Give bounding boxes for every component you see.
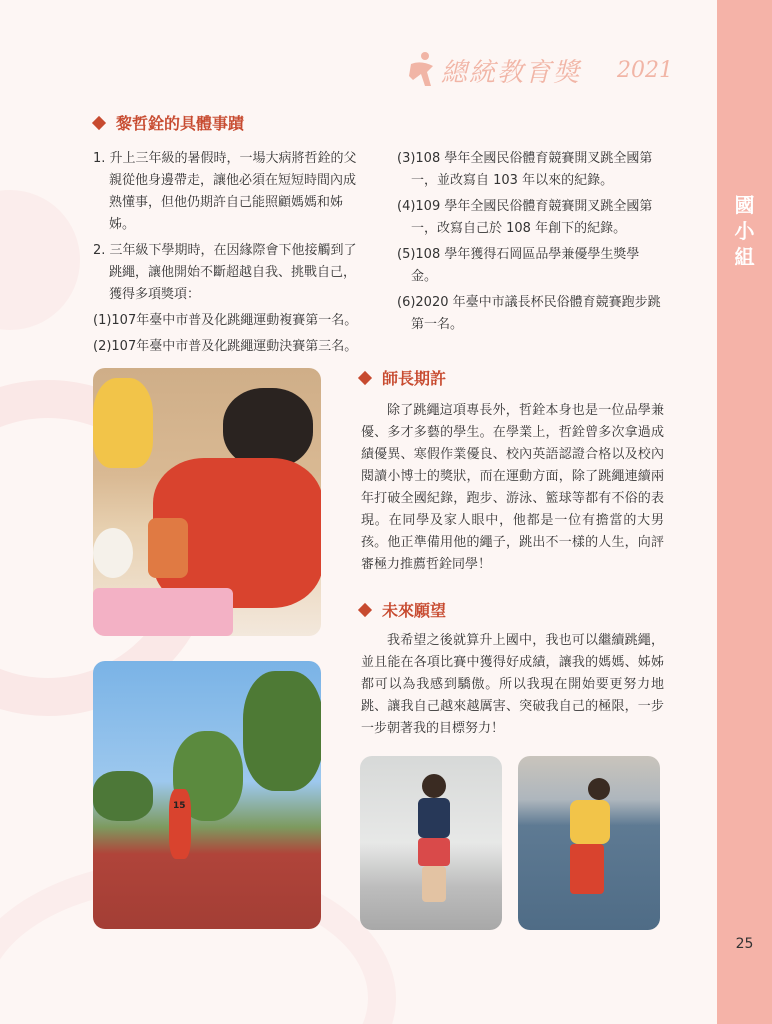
section-title-teacher-expectations: 師長期許	[360, 366, 446, 389]
photo-jumping-court	[518, 756, 660, 930]
page-number: 25	[735, 936, 754, 952]
jumping-figure-icon	[405, 50, 439, 90]
award-item: (4)109 學年全國民俗體育競賽開叉跳全國第一，改寫自己於 108 年創下的紀錄。	[397, 199, 653, 236]
award-item: (3)108 學年全國民俗體育競賽開叉跳全國第一，並改寫自 103 年以來的紀錄。	[397, 151, 653, 188]
category-label: 國 小 組	[734, 193, 755, 269]
photo-classroom	[93, 368, 321, 636]
achievements-right-column	[397, 148, 663, 340]
photo-running-track	[93, 661, 321, 929]
logo-year: 2021	[617, 58, 673, 83]
runner-bib-number: 15	[173, 801, 186, 811]
award-item: (2)107年臺中市普及化跳繩運動決賽第三名。	[93, 339, 358, 354]
award-logo	[405, 48, 695, 92]
diamond-bullet-icon	[358, 371, 372, 385]
logo-text: 總統教育獎	[441, 58, 582, 88]
category-sidebar	[717, 0, 772, 1024]
section-title-achievements: 黎哲銓的具體事蹟	[94, 111, 244, 134]
achievement-item: 2. 三年級下學期時，在因緣際會下他接觸到了跳繩，讓他開始不斷超越自我、挑戰自己，獲得多項獎項：	[93, 243, 357, 302]
award-item: (6)2020 年臺中市議長杯民俗體育競賽跑步跳第一名。	[397, 295, 661, 332]
achievement-item: 1. 升上三年級的暑假時，一場大病將哲銓的父親從他身邊帶走，讓他必須在短短時間內成熟懂事，但他仍期許自己能照顧媽媽和姊姊。	[93, 151, 357, 232]
photo-jumping-indoor	[360, 756, 502, 930]
future-wishes-body: 我希望之後就算升上國中，我也可以繼續跳繩，並且能在各項比賽中獲得好成績，讓我的媽媽、姊姊都可以為我感到驕傲。所以我現在開始要更努力地跳、讓我自己越來越厲害、突破我自己的極限，一步一步朝著我的目標努力！	[361, 633, 664, 736]
award-item: (5)108 學年獲得石岡區品學兼優學生獎學金。	[397, 247, 640, 284]
teacher-expectations-body: 除了跳繩這項專長外，哲銓本身也是一位品學兼優、多才多藝的學生。在學業上，哲銓曾多次拿過成績優異、寒假作業優良、校內英語認證合格以及校內閱讀小博士的獎狀，而在運動方面，除了跳繩連續兩年打破全國紀錄，跑步、游泳、籃球等都有不俗的表現。在同學及家人眼中，他都是一位有擔當的大男孩。他正準備用他的繩子，跳出不一樣的人生，向評審極力推薦哲銓同學！	[361, 403, 664, 572]
achievements-left-column	[93, 148, 368, 362]
diamond-bullet-icon	[92, 116, 106, 130]
award-item: (1)107年臺中市普及化跳繩運動複賽第一名。	[93, 313, 358, 328]
diamond-bullet-icon	[358, 603, 372, 617]
section-title-future-wishes: 未來願望	[360, 598, 446, 621]
